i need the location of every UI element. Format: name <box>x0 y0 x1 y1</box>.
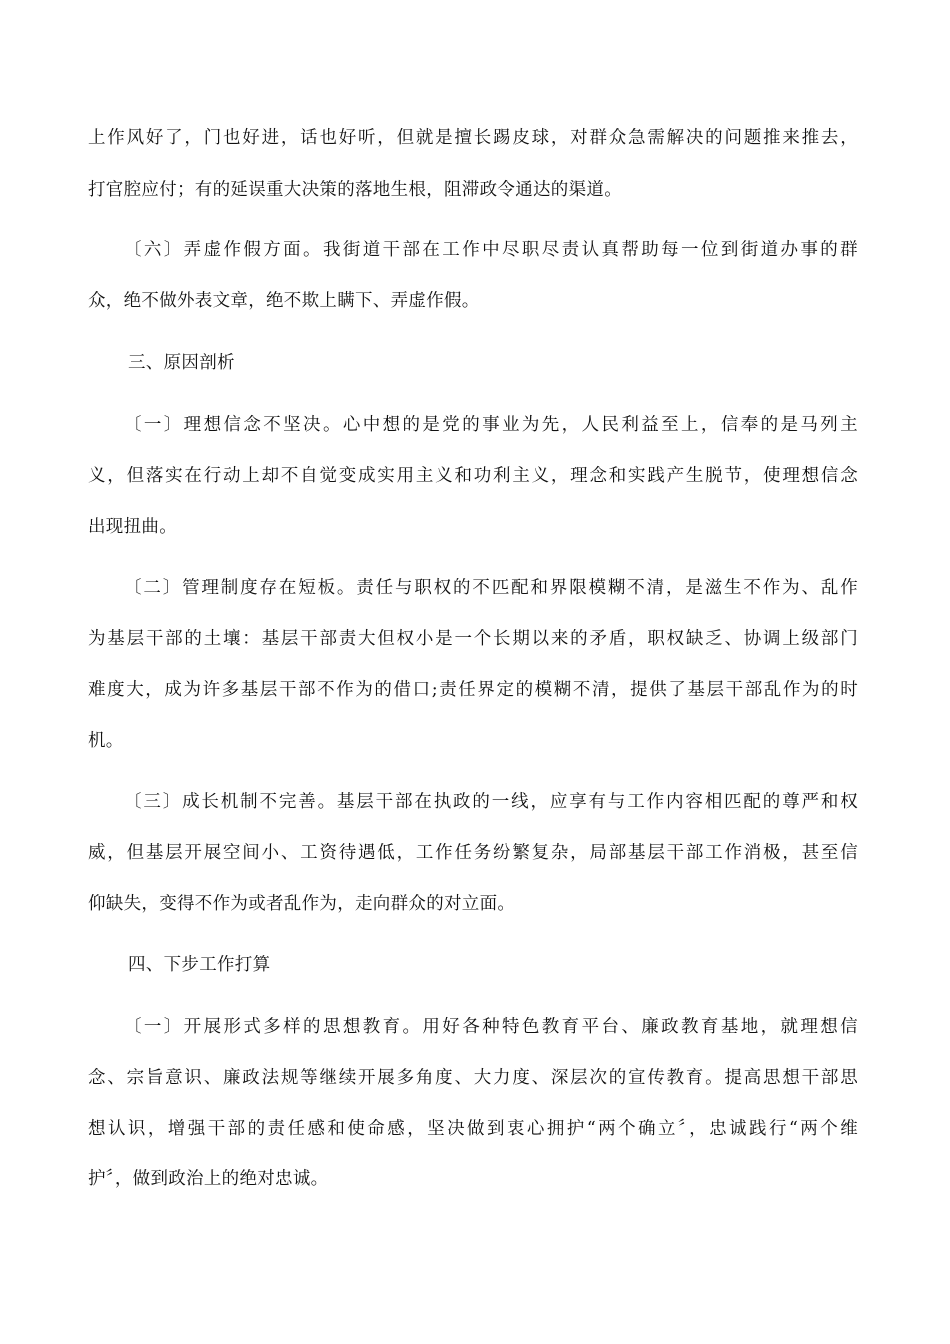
paragraph-line: 念、宗旨意识、廉政法规等继续开展多角度、大力度、深层次的宣传教育。提高思想干部思 <box>88 1068 858 1088</box>
paragraph-line: 为基层干部的土壤：基层干部责大但权小是一个长期以来的矛盾，职权缺乏、协调上级部门 <box>88 629 858 649</box>
paragraph-line: 机。 <box>88 731 124 751</box>
paragraph-line: 出现扭曲。 <box>88 517 177 537</box>
paragraph-line: 难度大，成为许多基层干部不作为的借口;责任界定的模糊不清，提供了基层干部乱作为的时 <box>88 680 858 700</box>
paragraph-line: 义，但落实在行动上却不自觉变成实用主义和功利主义，理念和实践产生脱节，使理想信念 <box>88 466 858 486</box>
paragraph-line: 〔二〕管理制度存在短板。责任与职权的不匹配和界限模糊不清，是滋生不作为、乱作 <box>124 578 858 598</box>
paragraph-line: 〔三〕成长机制不完善。基层干部在执政的一线，应享有与工作内容相匹配的尊严和权 <box>124 792 858 812</box>
paragraph-line: 众，绝不做外表文章，绝不欺上瞒下、弄虚作假。 <box>88 291 480 311</box>
paragraph-line: 仰缺失，变得不作为或者乱作为，走向群众的对立面。 <box>88 894 516 914</box>
paragraph-line: 〔一〕理想信念不坚决。心中想的是党的事业为先，人民利益至上，信奉的是马列主 <box>124 415 858 435</box>
paragraph-line: 想认识，增强干部的责任感和使命感，坚决做到衷心拥护“两个确立〞，忠诚践行“两个维 <box>88 1119 858 1139</box>
section-heading: 四、下步工作打算 <box>128 955 271 975</box>
paragraph-line: 威，但基层开展空间小、工资待遇低，工作任务纷繁复杂，局部基层干部工作消极，甚至信 <box>88 843 858 863</box>
paragraph-line: 护〞，做到政治上的绝对忠诚。 <box>88 1169 329 1189</box>
paragraph-line: 上作风好了，门也好进，话也好听，但就是擅长踢皮球，对群众急需解决的问题推来推去， <box>88 128 858 148</box>
paragraph-line: 〔一〕开展形式多样的思想教育。用好各种特色教育平台、廉政教育基地，就理想信 <box>124 1017 858 1037</box>
paragraph-line: 打官腔应付；有的延误重大决策的落地生根，阻滞政令通达的渠道。 <box>88 180 622 200</box>
paragraph-line: 〔六〕弄虚作假方面。我街道干部在工作中尽职尽责认真帮助每一位到街道办事的群 <box>124 240 858 260</box>
section-heading: 三、原因剖析 <box>128 353 235 373</box>
